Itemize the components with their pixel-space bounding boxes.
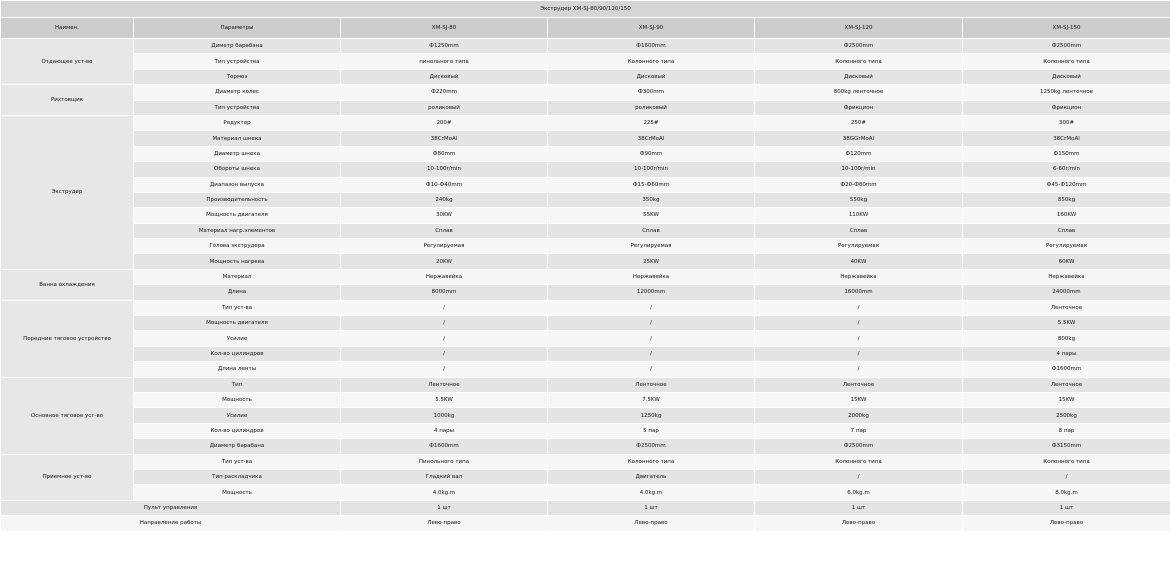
param-value-cell: 30KW [341,208,548,223]
param-value-cell: Нержавейка [341,269,548,284]
footer-value-cell: 1 шт [548,500,755,515]
param-name-cell: Тип [134,377,341,392]
param-value-cell: 40KW [755,254,963,269]
table-row [1,115,1170,130]
param-value-cell: 2500kg [963,408,1170,423]
footer-value-cell: Лево-право [548,516,755,531]
param-value-cell: 5 пар [548,423,755,438]
param-value-cell: 800kg ленточное [755,85,963,100]
param-value-cell: / [548,362,755,377]
param-value-cell: / [548,300,755,315]
table-row [1,192,1170,207]
group-name-cell: Ванна охлаждения [1,269,134,300]
param-value-cell: 200# [341,115,548,130]
column-header-model: XM-SJ-80 [341,18,548,39]
param-value-cell: 12000mm [548,285,755,300]
footer-value-cell: Лево-право [963,516,1170,531]
param-value-cell: 250# [755,115,963,130]
header-row [1,18,1170,39]
param-name-cell: Диаметр барабана [134,439,341,454]
param-value-cell: 4.0kg.m [341,485,548,500]
param-value-cell: пинольного типа [341,54,548,69]
param-value-cell: / [548,346,755,361]
table-row [1,469,1170,484]
table-row [1,331,1170,346]
footer-label-cell: Пульт управления [1,500,341,515]
table-row [1,54,1170,69]
table-row [1,362,1170,377]
param-name-cell: Длина [134,285,341,300]
param-name-cell: Диапазон выпуска [134,177,341,192]
param-name-cell: Голова экструдера [134,239,341,254]
param-value-cell: Регулируемая [963,239,1170,254]
param-name-cell: Обороты шнека [134,162,341,177]
param-value-cell: 6-60r/min [963,162,1170,177]
param-value-cell: 8.0kg.m [963,485,1170,500]
param-value-cell: 240kg [341,192,548,207]
param-value-cell: 38CrMoAl [548,131,755,146]
param-name-cell: Диаметр колес [134,85,341,100]
param-value-cell: Ф45-Ф120mm [963,177,1170,192]
param-value-cell: Нержавейка [548,269,755,284]
param-value-cell: / [755,346,963,361]
param-name-cell: Диметр барабана [134,39,341,54]
param-value-cell: Сплав [341,223,548,238]
param-value-cell: 800kg [963,331,1170,346]
param-value-cell: Колонного типа [548,454,755,469]
table-row [1,254,1170,269]
param-value-cell: 2000kg [755,408,963,423]
param-name-cell: Тормоз [134,69,341,84]
param-value-cell: Ф3150mm [963,439,1170,454]
table-row [1,408,1170,423]
table-body [1,39,1170,532]
param-name-cell: Кол-во цилиндров [134,423,341,438]
table-row [1,162,1170,177]
group-name-cell: Приемное уст-во [1,454,134,500]
param-value-cell: 16000mm [755,285,963,300]
param-value-cell: / [755,469,963,484]
param-value-cell: 1000kg [341,408,548,423]
param-value-cell: Ленточное [548,377,755,392]
param-value-cell: Ф2500mm [755,439,963,454]
param-value-cell: 300# [963,115,1170,130]
param-value-cell: Фрикцион [755,100,963,115]
footer-value-cell: 1 шт [963,500,1170,515]
param-value-cell: 1250kg ленточное [963,85,1170,100]
param-value-cell: Ф2500mm [963,39,1170,54]
param-name-cell: Материал нагр.элементов [134,223,341,238]
param-value-cell: 4 пары [341,423,548,438]
param-value-cell: 8 пар [963,423,1170,438]
param-value-cell: 225# [548,115,755,130]
param-value-cell: Дисковый [548,69,755,84]
param-value-cell: / [755,300,963,315]
param-value-cell: Ф2500mm [548,439,755,454]
param-name-cell: Производительность [134,192,341,207]
table-row [1,39,1170,54]
param-value-cell: 6.0kg.m [755,485,963,500]
table-row [1,85,1170,100]
group-name-cell: Рихтовщик [1,85,134,116]
column-header-model: XM-SJ-120 [755,18,963,39]
param-value-cell: Дисковый [341,69,548,84]
column-header-model: XM-SJ-90 [548,18,755,39]
column-header-name: Наимен. [1,18,134,39]
param-value-cell: 60KW [963,254,1170,269]
footer-row [1,516,1170,531]
param-name-cell: Усилие [134,408,341,423]
param-value-cell: Ленточное [341,377,548,392]
param-value-cell: Колонного типа [963,54,1170,69]
param-value-cell: Ленточное [963,300,1170,315]
param-name-cell: Мощность нагрева [134,254,341,269]
param-value-cell: Дисковый [755,69,963,84]
param-value-cell: 38CrMoAl [963,131,1170,146]
param-value-cell: Нержавейка [963,269,1170,284]
param-value-cell: Колонного типа [548,54,755,69]
param-value-cell: Ф80mm [341,146,548,161]
table-row [1,346,1170,361]
param-value-cell: Ф2500mm [755,39,963,54]
param-value-cell: Ф220mm [341,85,548,100]
table-row [1,285,1170,300]
table-title: Экструдер XM-SJ-80/90/120/150 [1,1,1170,18]
param-name-cell: Мощность двигателя [134,316,341,331]
param-value-cell: Ф1600mm [341,439,548,454]
param-value-cell: 1250kg [548,408,755,423]
param-value-cell: 550kg [755,192,963,207]
table-row [1,177,1170,192]
param-value-cell: 7.5KW [548,392,755,407]
title-row [1,1,1170,18]
table-row [1,131,1170,146]
param-value-cell: / [963,469,1170,484]
param-value-cell: 4.0kg.m [548,485,755,500]
table-row [1,454,1170,469]
param-value-cell: Гладкий вал [341,469,548,484]
param-value-cell: 110KW [755,208,963,223]
table-row [1,208,1170,223]
table-row [1,100,1170,115]
param-value-cell: / [341,346,548,361]
param-name-cell: Тип уст-ва [134,454,341,469]
param-value-cell: 55KW [548,208,755,223]
table-row [1,239,1170,254]
column-header-model: XM-SJ-150 [963,18,1170,39]
param-value-cell: 38CrMoAl [341,131,548,146]
group-name-cell: Отдающее уст-во [1,39,134,85]
group-name-cell: Передние тяговое устройство [1,300,134,377]
param-value-cell: Регулируемая [548,239,755,254]
param-name-cell: Длина ленты [134,362,341,377]
param-name-cell: Тип устройства [134,100,341,115]
param-value-cell: Колонного типа [755,454,963,469]
table-row [1,146,1170,161]
param-value-cell: Ф90mm [548,146,755,161]
param-name-cell: Редуктор [134,115,341,130]
param-value-cell: 25KW [548,254,755,269]
param-name-cell: Усилие [134,331,341,346]
param-value-cell: Фрикцион [963,100,1170,115]
param-value-cell: Регулируемая [341,239,548,254]
param-value-cell: / [548,331,755,346]
param-value-cell: 10-100r/min [548,162,755,177]
param-value-cell: 24000mm [963,285,1170,300]
param-value-cell: Сплав [755,223,963,238]
param-value-cell: 5.5KW [341,392,548,407]
param-value-cell: Ленточное [963,377,1170,392]
param-name-cell: Тип раскладчика [134,469,341,484]
param-name-cell: Материал шнека [134,131,341,146]
param-value-cell: / [341,300,548,315]
param-value-cell: Колонного типа [963,454,1170,469]
param-value-cell: Ф1600mm [548,39,755,54]
table-row [1,392,1170,407]
param-name-cell: Мощность [134,485,341,500]
param-value-cell: Сплав [963,223,1170,238]
param-value-cell: Ф10-Ф40mm [341,177,548,192]
footer-label-cell: Направление работы [1,516,341,531]
footer-value-cell: Лево-право [755,516,963,531]
param-value-cell: 160KW [963,208,1170,223]
footer-value-cell: Лево-право [341,516,548,531]
param-value-cell: Пинольного типа [341,454,548,469]
param-value-cell: 10-100r/min [341,162,548,177]
table-row [1,423,1170,438]
group-name-cell: Основное тяговое уст-во [1,377,134,454]
param-value-cell: 10-100r/min [755,162,963,177]
table-row [1,300,1170,315]
param-value-cell: 15KW [963,392,1170,407]
param-name-cell: Кол-во цилиндров [134,346,341,361]
param-value-cell: 4 пары [963,346,1170,361]
param-value-cell: 20KW [341,254,548,269]
param-value-cell: Ф300mm [548,85,755,100]
param-name-cell: Мощность двигателя [134,208,341,223]
param-value-cell: / [755,316,963,331]
param-name-cell: Материал [134,269,341,284]
param-value-cell: 5.5KW [963,316,1170,331]
param-value-cell: / [755,331,963,346]
param-value-cell: 8000mm [341,285,548,300]
table-row [1,439,1170,454]
footer-row [1,500,1170,515]
param-value-cell: / [341,362,548,377]
param-name-cell: Тип уст-ва [134,300,341,315]
table-row [1,269,1170,284]
param-value-cell: Ф120mm [755,146,963,161]
param-name-cell: Тип устройства [134,54,341,69]
param-value-cell: Нержавейка [755,269,963,284]
param-value-cell: / [755,362,963,377]
param-value-cell: / [341,331,548,346]
table-row [1,485,1170,500]
param-value-cell: роликовый [341,100,548,115]
param-value-cell: роликовый [548,100,755,115]
param-value-cell: Ф1250mm [341,39,548,54]
param-value-cell: / [341,316,548,331]
param-value-cell: / [548,316,755,331]
param-name-cell: Мощность [134,392,341,407]
table-row [1,316,1170,331]
group-name-cell: Экструдер [1,115,134,269]
param-value-cell: 850kg [963,192,1170,207]
param-value-cell: Ленточное [755,377,963,392]
column-header-params: Параметры [134,18,341,39]
param-value-cell: Ф15-Ф60mm [548,177,755,192]
table-row [1,377,1170,392]
param-value-cell: 38GGrMoAl [755,131,963,146]
param-value-cell: Двигатель [548,469,755,484]
param-value-cell: Колонного типа [755,54,963,69]
footer-value-cell: 1 шт [341,500,548,515]
param-value-cell: Ф150mm [963,146,1170,161]
param-value-cell: 350kg [548,192,755,207]
param-value-cell: Ф20-Ф80mm [755,177,963,192]
table-row [1,223,1170,238]
param-value-cell: Дисковый [963,69,1170,84]
table-row [1,69,1170,84]
param-name-cell: Диаметр шнека [134,146,341,161]
param-value-cell: Ф1600mm [963,362,1170,377]
param-value-cell: 15KW [755,392,963,407]
param-value-cell: 7 пар [755,423,963,438]
param-value-cell: Регулируемая [755,239,963,254]
param-value-cell: Сплав [548,223,755,238]
footer-value-cell: 1 шт [755,500,963,515]
